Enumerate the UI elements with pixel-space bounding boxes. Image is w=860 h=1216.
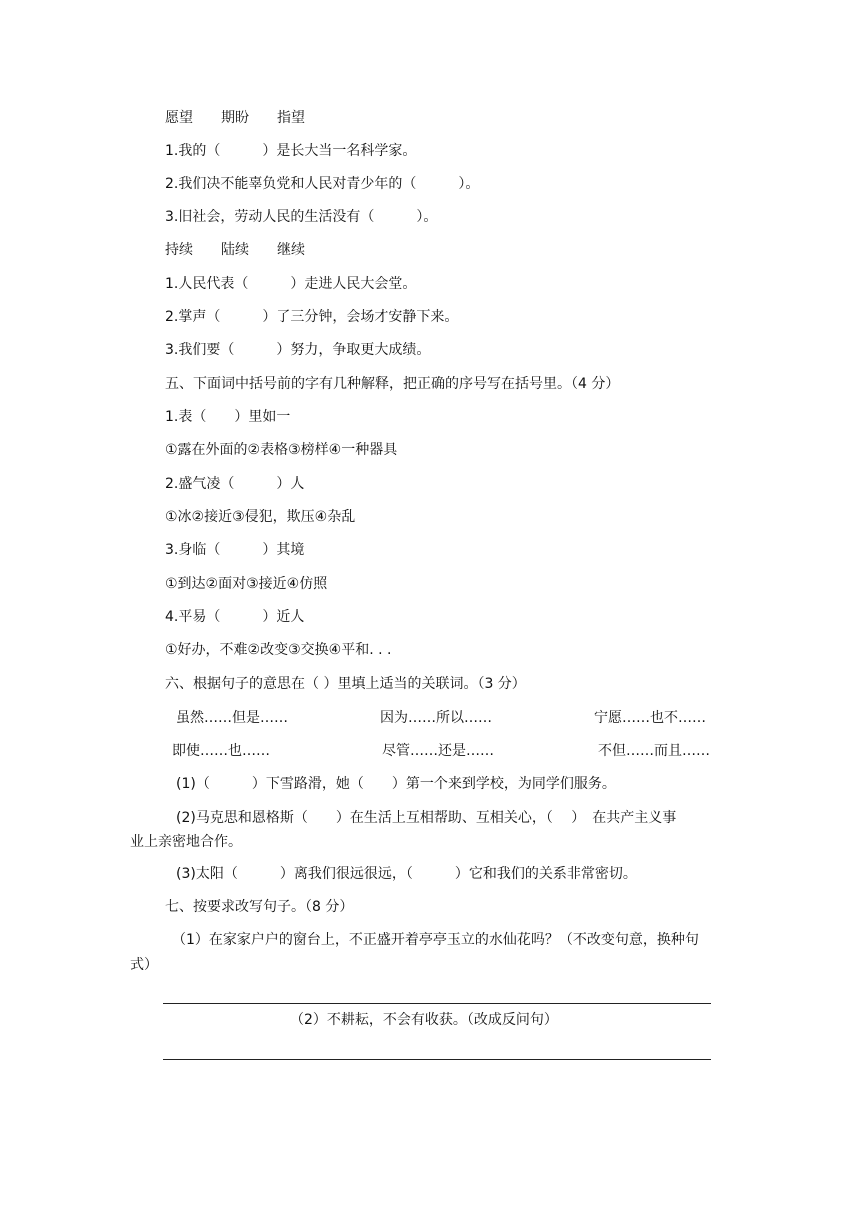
conjunction-pair: 虽然……但是…… (176, 710, 288, 726)
question-text: 3.旧社会，劳动人民的生活没有（ ）。 (165, 209, 438, 225)
option-list: ①好办，不难②改变③交换④平和. . . (165, 642, 392, 658)
question-text: 1.人民代表（ ）走进人民大会堂。 (165, 276, 417, 292)
question-text: （1）在家家户户的窗台上，不正盛开着亭亭玉立的水仙花吗？（不改变句意，换种句 (172, 932, 699, 948)
question-text: (2)马克思和恩格斯（ ）在生活上互相帮助、互相关心，（ ） 在共产主义事 (176, 810, 677, 826)
word-options-1: 愿望 期盼 指望 (165, 110, 305, 126)
question-text: (3)太阳（ ）离我们很远很远，（ ）它和我们的关系非常密切。 (176, 866, 637, 882)
question-text: 2.掌声（ ）了三分钟，会场才安静下来。 (165, 309, 459, 325)
section-heading: 六、根据句子的意思在（ ）里填上适当的关联词。（3 分） (165, 676, 526, 692)
word-options-2: 持续 陆续 继续 (165, 242, 305, 258)
conjunction-pair: 即使……也…… (172, 743, 270, 759)
conjunction-pair: 因为……所以…… (380, 710, 492, 726)
section-heading: 七、按要求改写句子。（8 分） (165, 899, 354, 915)
question-text: (1)（ ）下雪路滑，她（ ）第一个来到学校，为同学们服务。 (176, 776, 616, 792)
question-text: 3.身临（ ）其境 (165, 542, 305, 558)
option-list: ①到达②面对③接近④仿照 (165, 576, 328, 592)
question-text: 3.我们要（ ）努力，争取更大成绩。 (165, 342, 431, 358)
question-text: 1.表（ ）里如一 (165, 409, 291, 425)
question-text: 1.我的（ ）是长大当一名科学家。 (165, 143, 417, 159)
section-heading: 五、下面词中括号前的字有几种解释，把正确的序号写在括号里。（4 分） (165, 376, 620, 392)
question-text: （2）不耕耘，不会有收获。（改成反问句） (290, 1012, 558, 1028)
conjunction-pair: 宁愿……也不…… (594, 710, 706, 726)
option-list: ①露在外面的②表格③榜样④一种器具 (165, 442, 398, 458)
answer-line (163, 1059, 711, 1060)
answer-line (163, 1003, 711, 1004)
option-list: ①冰②接近③侵犯，欺压④杂乱 (165, 509, 356, 525)
question-text-continued: 业上亲密地合作。 (130, 834, 242, 850)
question-text: 2.我们决不能辜负党和人民对青少年的（ ）。 (165, 176, 480, 192)
conjunction-pair: 不但……而且…… (598, 743, 710, 759)
question-text-continued: 式） (130, 957, 158, 973)
conjunction-pair: 尽管……还是…… (382, 743, 494, 759)
question-text: 4.平易（ ）近人 (165, 609, 305, 625)
question-text: 2.盛气凌（ ）人 (165, 476, 305, 492)
